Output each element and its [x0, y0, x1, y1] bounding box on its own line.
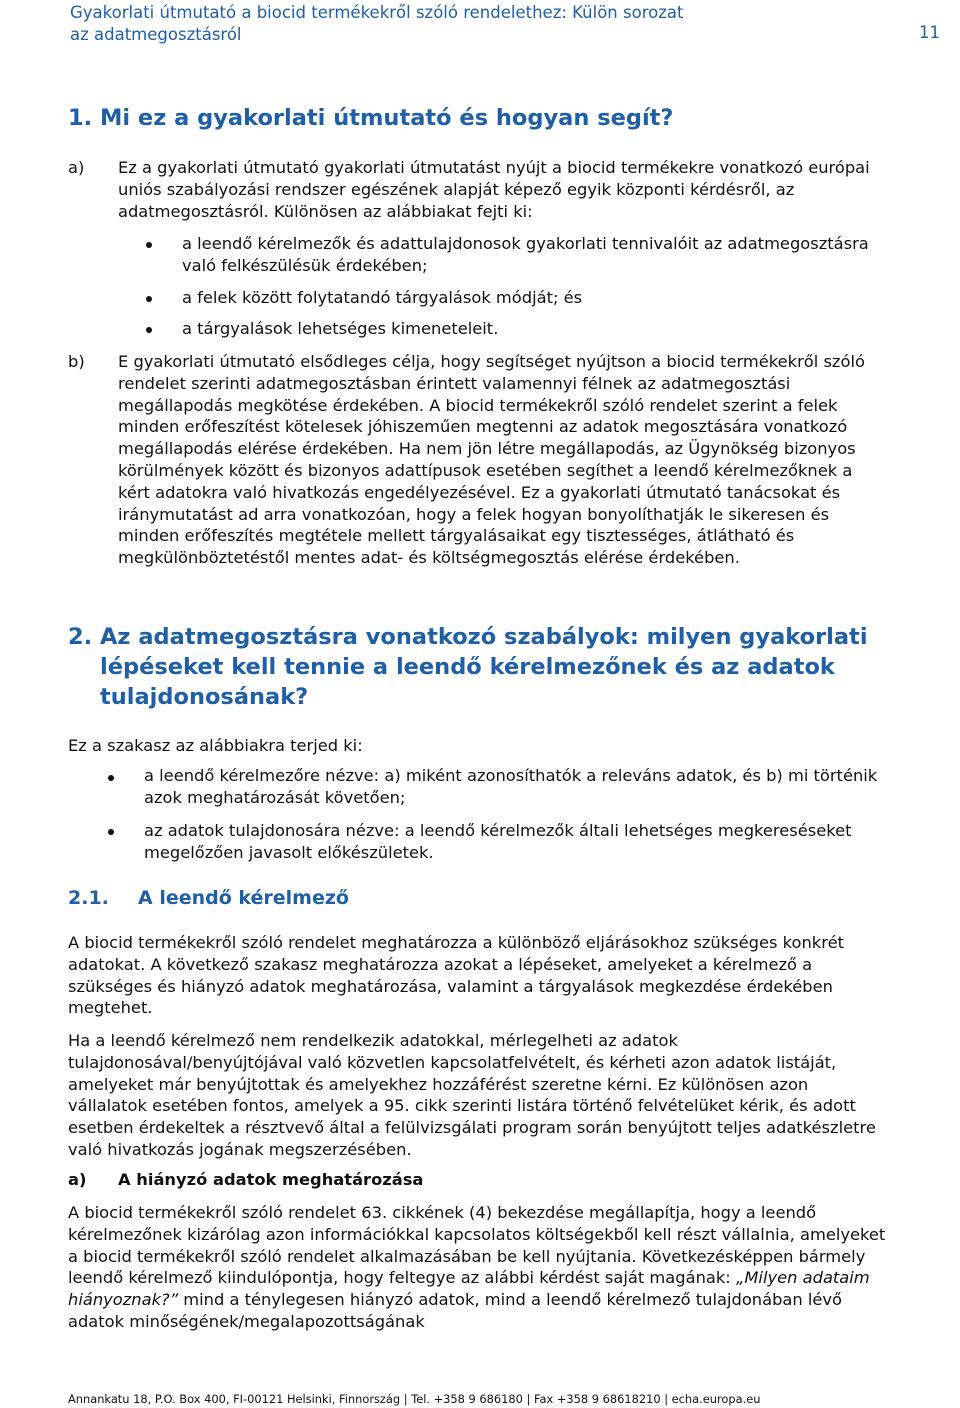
section1-bullet-3: a tárgyalások lehetséges kimeneteleit. [182, 319, 499, 338]
section2-bullet-2: az adatok tulajdonosára nézve: a leendő kérelmezők általi lehetséges megkereséseket megelőzően javasolt előkészületek. [144, 821, 852, 862]
subsection-a-heading [68, 1169, 424, 1191]
page-number: 11 [919, 23, 940, 42]
section21-number: 2.1. [68, 887, 109, 909]
paragraph-text-start: A biocid termékekről szóló rendelet 63. cikkének (4) bekezdése megállapítja, hogy a leendő kérelmezőnek kizárólag azon információkkal kapcsolatos költségekből kell részt vállalnia, amelyeket a biocid termékekről szóló rendelet alkalmazásában be kell nyújtania. Következésképpen bármely leendő kérelmező kiindulópontja, hogy feltegye az alábbi kérdést saját magának: [68, 1203, 886, 1288]
section21-heading [68, 886, 349, 910]
section1-bullet-2: a felek között folytatandó tárgyalások módját; és [182, 288, 583, 307]
section2-number: 2. [68, 624, 93, 650]
subsection-a-title: A hiányzó adatok meghatározása [118, 1170, 424, 1189]
bullet-dot [108, 775, 114, 781]
section2-heading [68, 622, 868, 710]
subsection-a-paragraph [68, 1202, 888, 1333]
section2-intro: Ez a szakasz az alábbiakra terjed ki: [68, 736, 363, 755]
section2-bullet-1: a leendő kérelmezőre nézve: a) miként azonosíthatók a releváns adatok, és b) mi történik azok meghatározását követően; [144, 766, 878, 807]
section1-number: 1. [68, 105, 93, 131]
paragraph-italic-question: „Milyen adataim hiányoznak?” [68, 1268, 870, 1310]
running-header [70, 2, 940, 46]
bullet-dot [108, 829, 114, 835]
section1-bullet-1: a leendő kérelmezők és adattulajdonosok gyakorlati tennivalóit az adatmegosztásra való felkészülésük érdekében; [182, 234, 869, 275]
subsection-a-label: a) [68, 1170, 87, 1189]
page-footer: Annankatu 18, P.O. Box 400, FI-00121 Helsinki, Finnország | Tel. +358 9 686180 | Fax +358 9 68618210 | echa.europa.eu [68, 1392, 761, 1406]
header-title-line1: Gyakorlati útmutató a biocid termékekről szóló rendelethez: Külön sorozat [70, 3, 684, 22]
section1-a-label: a) [68, 158, 85, 177]
section2-title: Az adatmegosztásra vonatkozó szabályok: milyen gyakorlati lépéseket kell tennie a leendő kérelmezőnek és az adatok tulajdonosának? [100, 624, 868, 710]
section1-heading [68, 104, 674, 132]
section1-a-paragraph: Ez a gyakorlati útmutató gyakorlati útmutatást nyújt a biocid termékekre vonatkozó európai uniós szabályozási rendszer egészének alapját képező egyik központi kérdésről, az adatmegosztásról. Különösen az alábbiakat fejti ki: [118, 158, 870, 221]
section21-title: A leendő kérelmező [138, 887, 349, 909]
section1-title: Mi ez a gyakorlati útmutató és hogyan segít? [100, 105, 674, 131]
section21-paragraph-1: A biocid termékekről szóló rendelet meghatározza a különböző eljárásokhoz szükséges konkrét adatokat. A következő szakasz meghatározza azokat a lépéseket, amelyeket a kérelmező a szükséges és hiányzó adatok meghatározása, valamint a tárgyalások megkezdése érdekében megtehet. [68, 933, 844, 1018]
paragraph-text-end: mind a ténylegesen hiányzó adatok, mind a leendő kérelmező tulajdonában lévő adatok minőségének/megalapozottságának [68, 1290, 843, 1331]
section21-paragraph-2: Ha a leendő kérelmező nem rendelkezik adatokkal, mérlegelheti az adatok tulajdonosával/benyújtójával való közvetlen kapcsolatfelvételt, és kérheti azon adatok listáját, amelyeket már benyújtottak és amelyekhez hozzáférést szeretne kérni. Ez különösen azon vállalatok esetében fontos, amelyek a 95. cikk szerinti listára történő felvételüket kérik, és adott esetben érdekeltek a résztvevő által a felülvizsgálati program során benyújtott teljes adatkészletre való hivatkozás jogának megszerzésében. [68, 1031, 876, 1159]
bullet-dot [146, 327, 152, 333]
bullet-dot [146, 296, 152, 302]
section1-b-label: b) [68, 352, 85, 371]
header-title-line2: az adatmegosztásról [70, 25, 242, 44]
bullet-dot [146, 242, 152, 248]
section1-b-paragraph: E gyakorlati útmutató elsődleges célja, hogy segítséget nyújtson a biocid termékekről szóló rendelet szerinti adatmegosztásban érintett valamennyi félnek az adatmegosztási megállapodás megkötése érdekében. A biocid termékekről szóló rendelet szerint a felek minden erőfeszítést kötelesek jóhiszeműen megtenni az adatok megosztására vonatkozó megállapodás elérése érdekében. Ha nem jön létre megállapodás, az Ügynökség bizonyos körülmények között és bizonyos adattípusok esetében segíthet a leendő kérelmezőknek a kért adatokra való hivatkozás engedélyezésével. Ez a gyakorlati útmutató tanácsokat és iránymutatást ad arra vonatkozóan, hogy a felek hogyan bonyolíthatják le sikeresen és minden erőfeszítés megtétele mellett tárgyalásaikat egy tisztességes, átlátható és megkülönböztetéstől mentes adat- és költségmegosztás elérése érdekében. [118, 352, 865, 568]
